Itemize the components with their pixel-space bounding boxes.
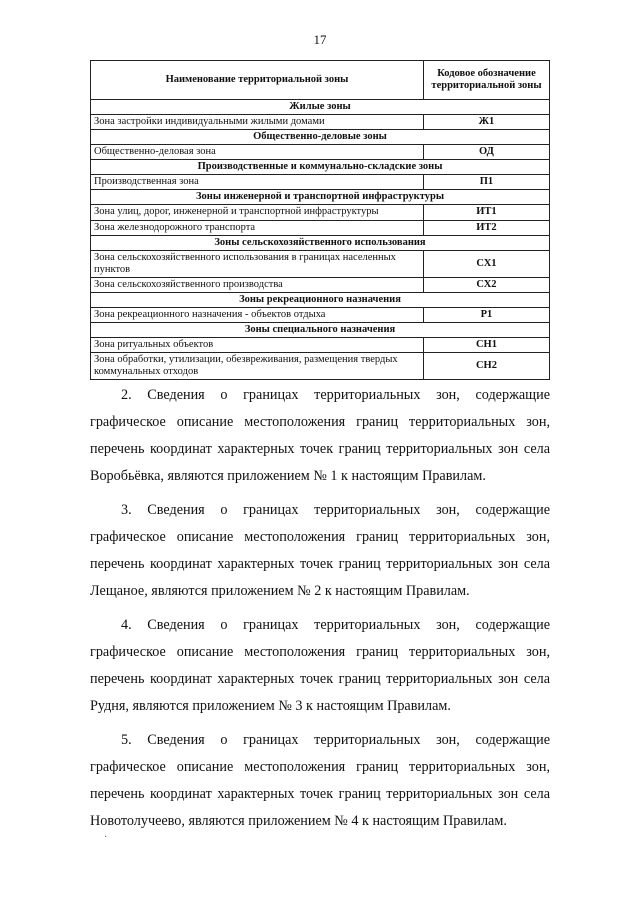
- page-number: 17: [313, 32, 327, 47]
- zone-code: ИТ2: [423, 220, 549, 235]
- zone-name: Общественно-деловая зона: [91, 145, 424, 160]
- zone-name: Зона ритуальных объектов: [91, 338, 424, 353]
- zone-name: Зона сельскохозяйственного производства: [91, 277, 424, 292]
- table-row: [91, 205, 550, 220]
- body-text: [90, 382, 550, 842]
- group-row: [91, 160, 550, 175]
- paragraph: 4. Сведения о границах территориальных зон, содержащие графическое описание местоположения границ территориальных зон, перечень координат характерных точек границ территориальных зон села Рудня, являются приложением № 3 к настоящим Правилам.: [90, 617, 550, 714]
- zone-name: Зона обработки, утилизации, обезвреживания, размещения твердых коммунальных отходов: [91, 353, 424, 380]
- zone-code: СН1: [423, 338, 549, 353]
- zone-name: Зона сельскохозяйственного использования в границах населенных пунктов: [91, 250, 424, 277]
- zone-name: Производственная зона: [91, 175, 424, 190]
- table-row: [91, 277, 550, 292]
- zone-name: Зона застройки индивидуальными жилыми домами: [91, 115, 424, 130]
- paragraph: 3. Сведения о границах территориальных зон, содержащие графическое описание местоположения границ территориальных зон, перечень координат характерных точек границ территориальных зон села Лещаное, являются приложением № 2 к настоящим Правилам.: [90, 502, 550, 599]
- group-row: [91, 322, 550, 337]
- group-title: Зоны специального назначения: [91, 322, 550, 337]
- scan-speck: ·: [104, 832, 108, 843]
- table-row: [91, 338, 550, 353]
- zone-code: П1: [423, 175, 549, 190]
- header-zone-code: Кодовое обозначение территориальной зоны: [423, 61, 549, 100]
- zone-code: Ж1: [423, 115, 549, 130]
- zones-table: [90, 60, 550, 380]
- table-row: [91, 145, 550, 160]
- zone-code: Р1: [423, 307, 549, 322]
- group-title: Производственные и коммунально-складские зоны: [91, 160, 550, 175]
- table-row: [91, 220, 550, 235]
- group-row: [91, 130, 550, 145]
- table-row: [91, 115, 550, 130]
- zone-name: Зона улиц, дорог, инженерной и транспортной инфраструктуры: [91, 205, 424, 220]
- table-row: [91, 250, 550, 277]
- group-title: Жилые зоны: [91, 100, 550, 115]
- group-row: [91, 235, 550, 250]
- zone-code: СХ1: [423, 250, 549, 277]
- zone-name: Зона рекреационного назначения - объектов отдыха: [91, 307, 424, 322]
- group-title: Зоны рекреационного назначения: [91, 292, 550, 307]
- zone-code: ИТ1: [423, 205, 549, 220]
- group-row: [91, 292, 550, 307]
- group-title: Зоны инженерной и транспортной инфраструктуры: [91, 190, 550, 205]
- group-title: Зоны сельскохозяйственного использования: [91, 235, 550, 250]
- zone-name: Зона железнодорожного транспорта: [91, 220, 424, 235]
- group-row: [91, 190, 550, 205]
- table-row: [91, 353, 550, 380]
- group-row: [91, 100, 550, 115]
- zone-code: ОД: [423, 145, 549, 160]
- table-row: [91, 307, 550, 322]
- group-title: Общественно-деловые зоны: [91, 130, 550, 145]
- paragraph: 2. Сведения о границах территориальных зон, содержащие графическое описание местоположения границ территориальных зон, перечень координат характерных точек границ территориальных зон села Воробьёвка, являются приложением № 1 к настоящим Правилам.: [90, 387, 550, 484]
- table-header-row: [91, 61, 550, 100]
- table-row: [91, 175, 550, 190]
- zone-code: СН2: [423, 353, 549, 380]
- header-zone-name: Наименование территориальной зоны: [91, 61, 424, 100]
- zone-code: СХ2: [423, 277, 549, 292]
- paragraph: 5. Сведения о границах территориальных зон, содержащие графическое описание местоположения границ территориальных зон, перечень координат характерных точек границ территориальных зон села Новотолучеево, являются приложением № 4 к настоящим Правилам.: [90, 732, 550, 829]
